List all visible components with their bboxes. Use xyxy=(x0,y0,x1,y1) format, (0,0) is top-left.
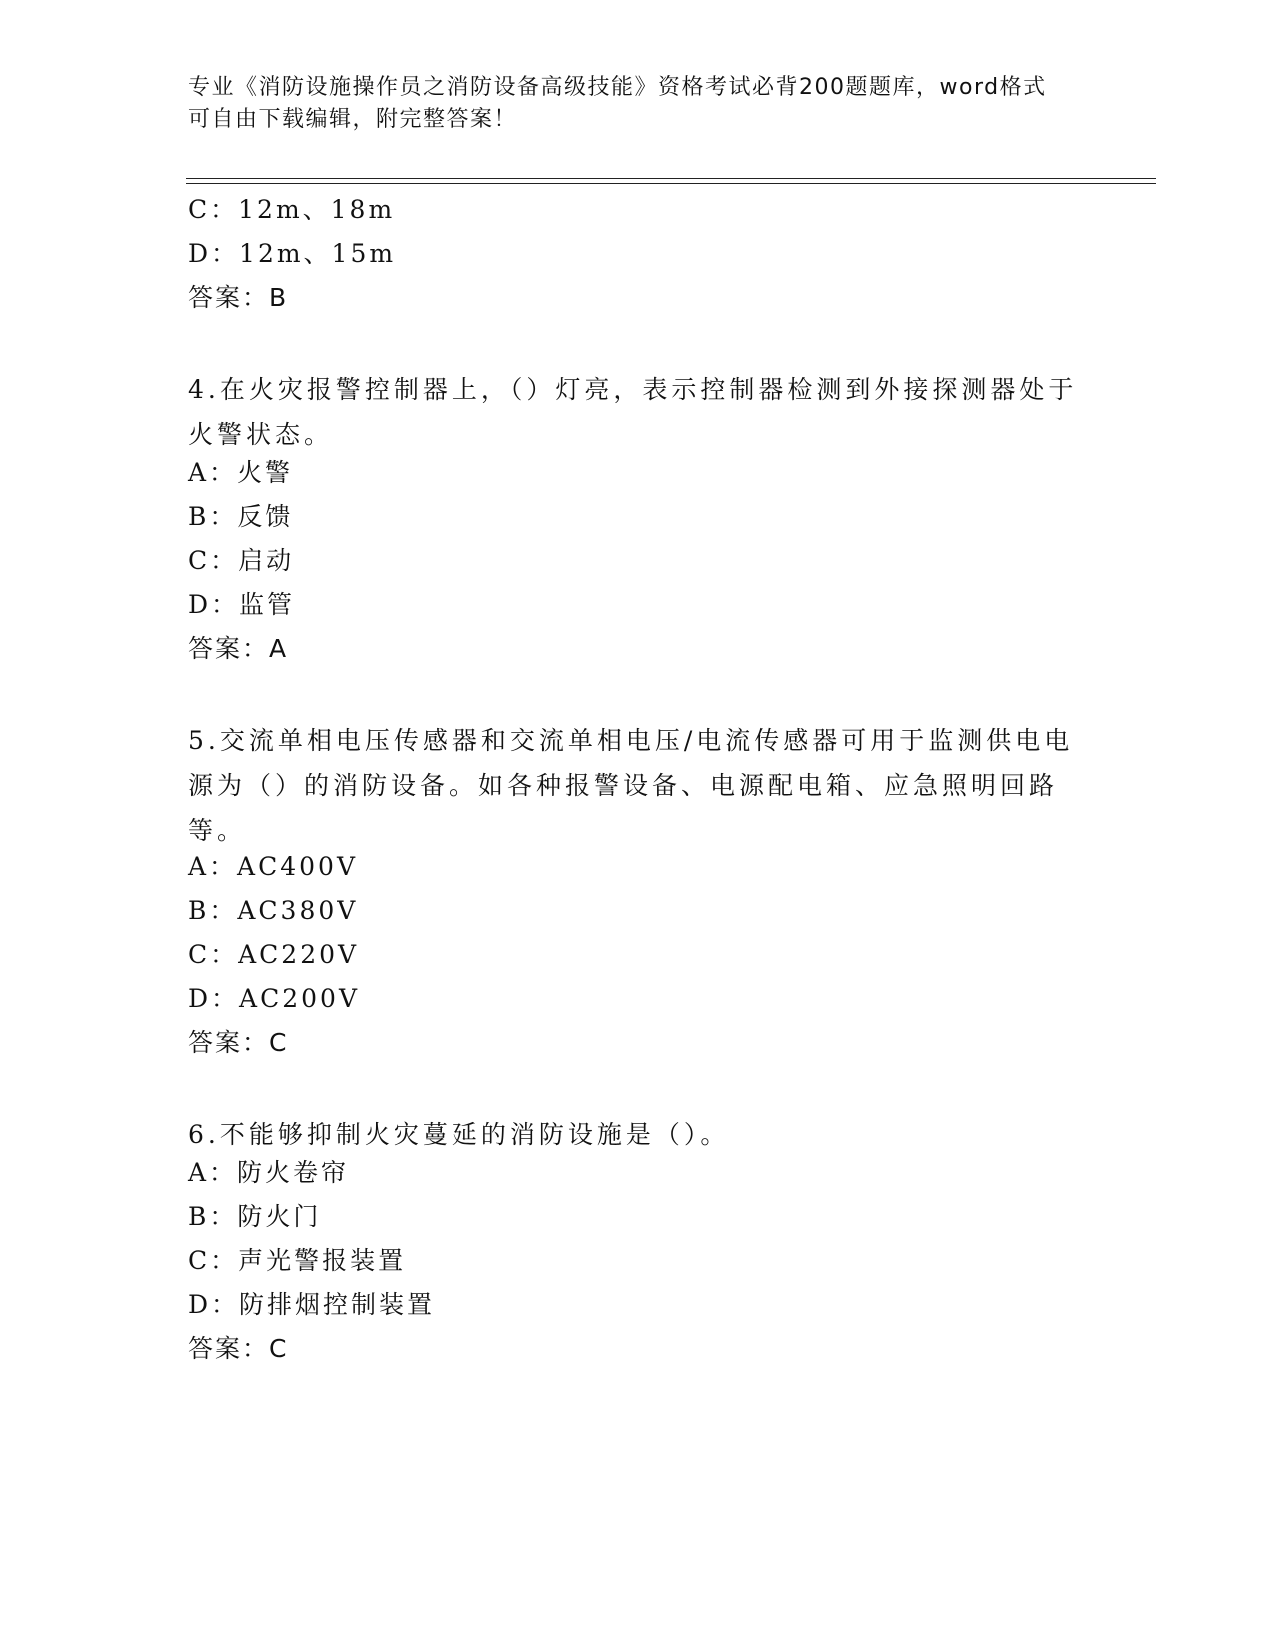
q5-stem: 5.交流单相电压传感器和交流单相电压/电流传感器可用于监测供电电源为（）的消防设备。如各种报警设备、电源配电箱、应急照明回路等。 xyxy=(188,726,1074,845)
q3-option-d: D：12m、15m xyxy=(188,239,397,268)
q6-stem: 6.不能够抑制火灾蔓延的消防设施是（）。 xyxy=(188,1120,730,1149)
document-header: 专业《消防设施操作员之消防设备高级技能》资格考试必背200题题库，word格式可自由下载编辑，附完整答案！ xyxy=(188,75,1047,132)
q6-option-d: D：防排烟控制装置 xyxy=(188,1290,436,1319)
q6-option-b: B：防火门 xyxy=(188,1202,322,1231)
q5-answer: 答案：C xyxy=(188,1028,289,1057)
q5-option-b: B：AC380V xyxy=(188,896,359,925)
q4-option-d: D：监管 xyxy=(188,590,296,619)
q4-option-a: A：火警 xyxy=(188,458,294,487)
q6-option-c: C：声光警报装置 xyxy=(188,1246,407,1275)
q5-option-a: A：AC400V xyxy=(188,852,359,881)
q4-option-b: B：反馈 xyxy=(188,502,294,531)
q3-option-c: C：12m、18m xyxy=(188,195,396,224)
header-divider-bottom xyxy=(186,183,1156,184)
q5-option-d: D：AC200V xyxy=(188,984,360,1013)
q6-answer: 答案：C xyxy=(188,1334,289,1363)
q6-option-a: A：防火卷帘 xyxy=(188,1158,350,1187)
q4-option-c: C：启动 xyxy=(188,546,295,575)
header-divider-top xyxy=(186,178,1156,179)
q4-answer: 答案：A xyxy=(188,634,289,663)
q3-answer: 答案：B xyxy=(188,283,289,312)
q5-option-c: C：AC220V xyxy=(188,940,360,969)
q4-stem: 4.在火灾报警控制器上，（）灯亮，表示控制器检测到外接探测器处于火警状态。 xyxy=(188,375,1078,449)
